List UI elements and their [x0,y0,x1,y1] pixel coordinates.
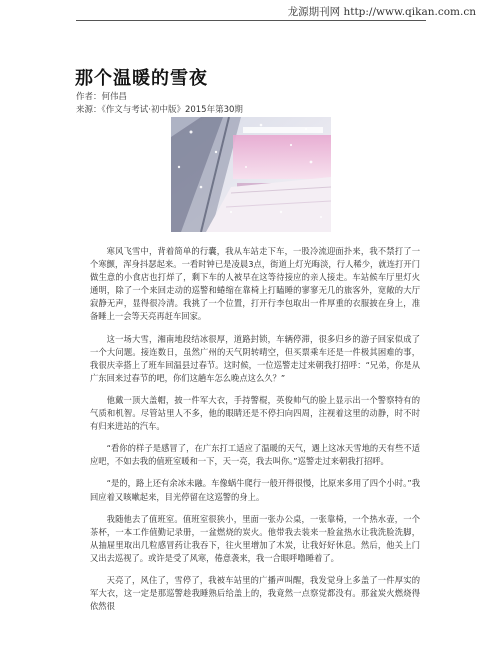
article-author: 作者：何伟昌 [76,92,128,102]
article-paragraph: 这一场大雪，湘南地段结冰很厚，道路封锁，车辆停滞，很多归乡的游子回家似成了一个大问题。接连数日，虽然广州的天气阴转晴空，但买票乘车还是一件极其困难的事，我很庆幸搭上了班车回温县过春节。这时候，一位巡警走过来朝我打招呼：“兄弟，你是从广东回来过春节的吧，你们这趟车怎么晚点这么久？” [90,333,420,383]
photo-illustration-icon [171,117,331,232]
article-source: 来源：《作文与考试·初中版》2015年第30期 [76,105,243,115]
article-title: 那个温暖的雪夜 [75,68,208,89]
article-paragraph: “看你的样子是感冒了，在广东打工适应了温暖的天气，遇上这冰天雪地的天有些不适应吧，不如去我的值班室暖和一下，天一亮，我去叫你。”巡警走过来朝我打招呼。 [90,443,420,467]
site-watermark: 龙源期刊网 http://www.qikan.com.cn [287,6,476,18]
header-divider [76,20,426,21]
article-paragraph: “是的，路上还有余冰未融。车像蜗牛爬行一般开得很慢，比原来多用了四个小时。”我回应着又咳嗽起来，目光停留在这巡警的身上。 [90,478,420,502]
article-paragraph: 天亮了，风住了，雪停了，我被车站里的广播声叫醒，我发觉身上多盖了一件厚实的军大衣，这一定是那巡警趁我睡熟后给盖上的，我竟然一点察觉都没有。那盆炭火燃烧得依然很 [90,574,420,612]
article-paragraph: 我随他去了值班室。值班室很狭小，里面一张办公桌，一张靠椅，一个热水壶，一个茶杯，一本工作值勤记录册，一盆燃烧的炭火。他带我去装来一脸盆热水让我洗脸洗脚，从抽屉里取出几粒感冒药让我吞下，往火里增加了木炭，让我好好休息。然后，他关上门又出去巡视了。或许是受了风寒，倦意袭来，我一合眼呼噜睡着了。 [90,513,420,563]
article-body [90,245,420,622]
article-paragraph: 寒风飞雪中，背着简单的行囊，我从车站走下车，一股冷流迎面扑来，我不禁打了一个寒颤，浑身抖瑟起来。一看时钟已是凌晨3点，街道上灯光晦淡，行人稀少，就连打开门做生意的小食店也打烊了，剩下车的人被早在这等待接应的亲人接走。车站候车厅里灯火通明，除了一个来回走动的巡警和蜷缩在靠椅上打瞌睡的寥寥无几的旅客外，宽敞的大厅寂静无声，显得很冷清。我挑了一个位置，打开行李包取出一件厚重的衣服披在身上，准备睡上一会等天亮再赶车回家。 [90,246,420,322]
article-paragraph: 他戴一顶大盖帽，披一件军大衣，手持警棍，英俊帅气的脸上显示出一个警察特有的气质和机智。尽管站里人不多，他的眼睛还是不停扫向四周，注视着这里的动静，时不时有归来进站的汽车。 [90,394,420,432]
snowy-train-station-photo [171,117,331,232]
